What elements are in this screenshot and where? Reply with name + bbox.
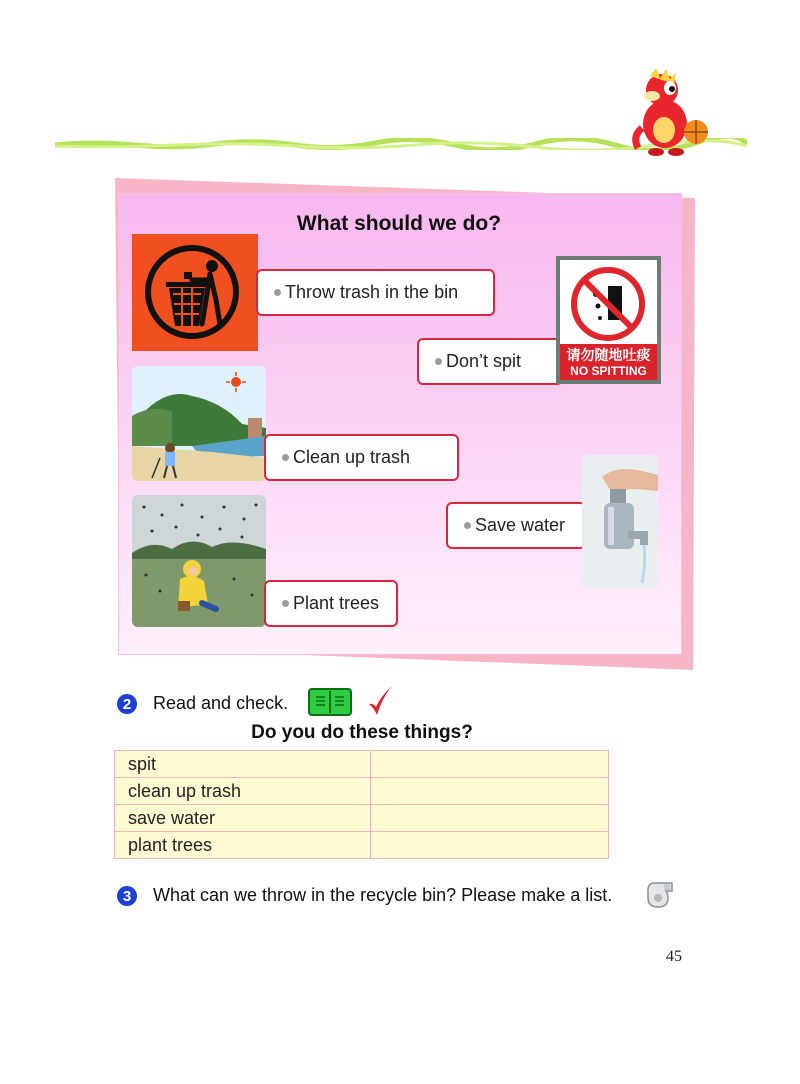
bullet-dot — [435, 358, 442, 365]
label-clean-up-trash-text: Clean up trash — [293, 447, 411, 467]
checkmark-icon — [366, 684, 394, 718]
label-dont-spit — [417, 338, 563, 385]
bullet-dot — [464, 522, 471, 529]
water-tap-image — [582, 455, 658, 589]
dragon-mascot-icon — [630, 66, 710, 156]
whistle-icon — [644, 880, 676, 910]
bullet-dot — [282, 600, 289, 607]
table-cell-item: spit — [115, 751, 371, 778]
label-plant-trees — [264, 580, 398, 627]
table-row — [115, 832, 609, 859]
board-title: What should we do? — [296, 212, 502, 235]
label-throw-trash-text: Throw trash in the bin — [285, 282, 459, 302]
table-cell-item: save water — [115, 805, 371, 832]
sign-english-text: NO SPITTING — [570, 364, 647, 378]
section-2-number: 2 — [117, 694, 137, 714]
table-row — [115, 778, 609, 805]
trash-bin-icon — [132, 234, 258, 351]
table-row — [115, 751, 609, 778]
check-table — [114, 750, 609, 859]
table-title: Do you do these things? — [251, 722, 473, 743]
beach-cleanup-image — [132, 366, 266, 481]
open-book-icon — [308, 688, 352, 716]
no-spitting-icon — [568, 264, 648, 344]
label-plant-trees-text: Plant trees — [293, 593, 380, 613]
table-cell-item: clean up trash — [115, 778, 371, 805]
table-cell-check[interactable] — [371, 778, 609, 805]
label-throw-trash — [256, 269, 495, 316]
label-save-water — [446, 502, 586, 549]
sign-chinese-text: 请勿随地吐痰 — [566, 348, 651, 364]
table-row — [115, 805, 609, 832]
table-cell-item: plant trees — [115, 832, 371, 859]
table-cell-check[interactable] — [371, 751, 609, 778]
beach-scene-icon — [132, 366, 266, 481]
label-dont-spit-text: Don’t spit — [446, 351, 522, 371]
section-3-number: 3 — [117, 886, 137, 906]
water-tap-icon — [582, 455, 658, 589]
table-cell-check[interactable] — [371, 805, 609, 832]
trash-bin-sign-image — [132, 234, 258, 351]
table-cell-check[interactable] — [371, 832, 609, 859]
section-2-instruction: Read and check. — [153, 693, 289, 713]
no-spitting-sign-image — [556, 256, 661, 384]
rain-planting-icon — [132, 495, 266, 627]
page-number: 45 — [666, 948, 682, 965]
label-save-water-text: Save water — [475, 515, 566, 535]
bullet-dot — [282, 454, 289, 461]
tree-planting-image — [132, 495, 266, 627]
bullet-dot — [274, 289, 281, 296]
label-clean-up-trash — [264, 434, 459, 481]
section-3-question: What can we throw in the recycle bin? Please make a list. — [153, 885, 613, 905]
